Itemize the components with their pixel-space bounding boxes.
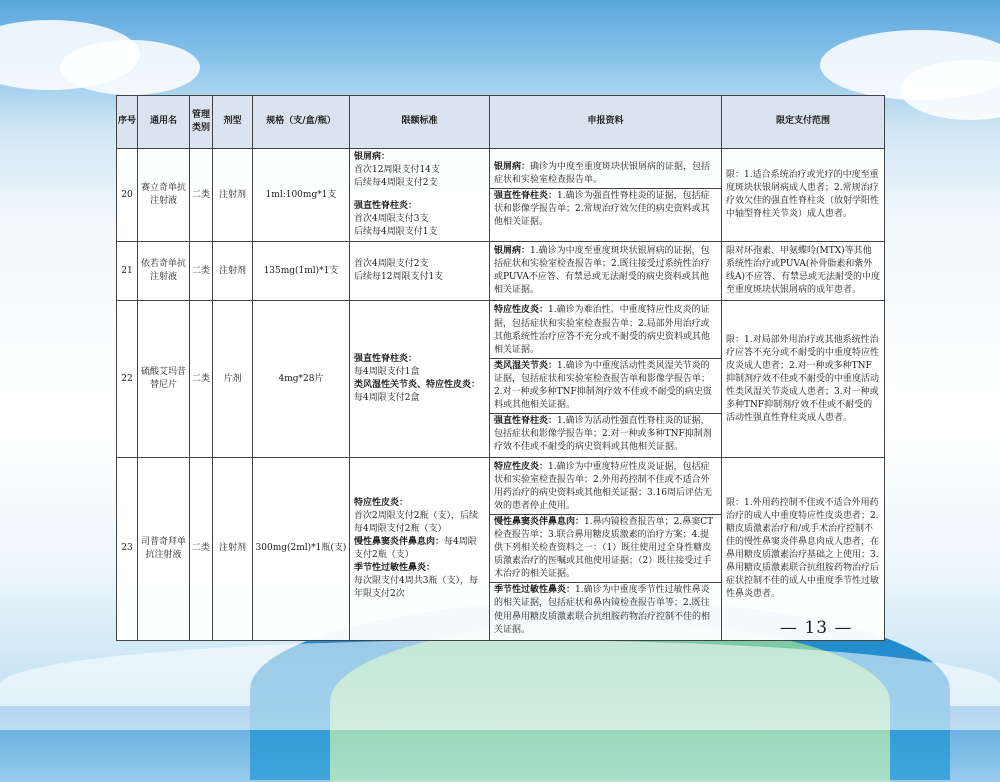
cell-mgmt: 二类 (190, 301, 213, 458)
cell-spec: 4mg*28片 (253, 301, 350, 458)
cell-mgmt: 二类 (190, 457, 213, 640)
limit-line: 后续每4周限支付2支 (354, 178, 438, 189)
cloud-decoration (60, 40, 200, 95)
cell-scope: 限：1.对局部外用治疗或其他系统性治疗应答不充分或不耐受的中重度特应性皮炎成人患者；2.对一种或多种TNF抑制剂疗效不佳或不耐受的中重度活动性类风湿关节炎成人患者；3.对一种或多种TNF抑制剂疗效不佳或不耐受的活动性强直性脊柱炎成人患者。 (722, 301, 885, 458)
header-docs: 申报资料 (490, 96, 722, 149)
limit-line: 每4周限支付2盒 (354, 393, 420, 404)
docs-heading: 季节性过敏性鼻炎： (494, 585, 576, 596)
limit-line: 后续每4周限支付1支 (354, 227, 438, 238)
docs-heading: 慢性鼻窦炎伴鼻息肉： (494, 517, 585, 528)
table-row (117, 301, 885, 458)
docs-item (490, 414, 721, 455)
limit-line: 每4周限支付2瓶（支） (354, 536, 477, 560)
cell-name: 依若奇单抗注射液 (138, 242, 190, 301)
cell-docs (490, 457, 722, 640)
header-spec: 规格（支/盒/瓶） (253, 96, 350, 149)
cell-docs (490, 301, 722, 458)
limit-line: 每次限支付4周共3瓶（支），每年限支付2次 (354, 575, 478, 599)
docs-text: 1.确诊为强直性脊柱炎的证据，包括症状和影像学报告单；2.常规治疗效欠佳的病史资料或其他相关证据。 (494, 191, 710, 228)
cell-scope: 限：1.适合系统治疗或光疗的中度至重度斑块状银屑病成人患者；2.常规治疗疗效欠佳的强直性脊柱炎（放射学阳性中轴型脊柱关节炎）成人患者。 (722, 149, 885, 242)
cell-docs (490, 149, 722, 242)
docs-item (490, 244, 721, 298)
drug-table (116, 95, 885, 641)
cell-no: 21 (117, 242, 138, 301)
cell-no: 20 (117, 149, 138, 242)
header-scope: 限定支付范围 (722, 96, 885, 149)
cell-no: 23 (117, 457, 138, 640)
table-row (117, 149, 885, 242)
cell-limit (350, 242, 490, 301)
docs-text: 确诊为中度至重度斑块状银屑病的证据，包括症状和实验室检查报告单。 (494, 162, 711, 186)
header-no: 序号 (117, 96, 138, 149)
limit-heading: 季节性过敏性鼻炎： (354, 562, 436, 573)
docs-text: 1.鼻内镜检查报告单；2.鼻窦CT检查报告单；3.联合鼻用糖皮质激素的治疗方案；4.提供下列相关检查资料之一：（1）既往使用过全身性糖皮质激素治疗的医嘱或其他使用证据；（2）既往接受过手术治疗的相关证据。 (494, 517, 714, 580)
header-name: 通用名 (138, 96, 190, 149)
limit-line: 首次2周限支付2瓶（支），后续每4周限支付2瓶（支） (354, 510, 478, 534)
limit-heading: 慢性鼻窦炎伴鼻息肉： (354, 536, 445, 547)
docs-item (490, 160, 721, 189)
docs-item (490, 303, 721, 358)
limit-heading: 强直性脊柱炎： (354, 354, 418, 365)
cell-form: 注射剂 (213, 457, 253, 640)
limit-line: 首次4周限支付3支 (354, 214, 429, 225)
docs-text: 1.确诊为中度至重度斑块状银屑病的证据，包括症状和实验室检查报告单；2.既往接受过系统性治疗或PUVA不应答、有禁忌或无法耐受的病史资料或其他相关证据。 (494, 246, 710, 296)
cell-form: 片剂 (213, 301, 253, 458)
cell-limit (350, 301, 490, 458)
limit-heading: 类风湿性关节炎、特应性皮炎： (354, 380, 481, 391)
cell-mgmt: 二类 (190, 242, 213, 301)
docs-item (490, 359, 721, 414)
wave-decoration-white (0, 640, 1000, 730)
docs-text: 1.确诊为中重度活动性类风湿关节炎的证据，包括症状和实验室检查报告单和影像学报告单；2.对一种或多种TNF抑制剂疗效不佳或不耐受的病史资料或其他相关证据。 (494, 360, 712, 410)
cell-no: 22 (117, 301, 138, 458)
cell-spec: 300mg(2ml)*1瓶(支) (253, 457, 350, 640)
header-form: 剂型 (213, 96, 253, 149)
header-limit: 限额标准 (350, 96, 490, 149)
docs-text: 1.确诊为中重度季节性过敏性鼻炎的相关证据，包括症状和鼻内镜检查报告单等；2.既往使用鼻用糖皮质激素联合抗组胺药物治疗控制不佳的相关证据。 (494, 585, 711, 635)
limit-heading: 银屑病： (354, 152, 391, 162)
limit-line: 后续每12周限支付1支 (354, 272, 444, 283)
docs-text: 1.确诊为中重度特应性皮炎证据，包括症状和实验室检查报告单；2.外用药控制不佳或不适合外用药治疗的病史资料或其他相关证据；3.16周后评估无效的患者停止使用。 (494, 461, 713, 512)
cell-mgmt: 二类 (190, 149, 213, 242)
limit-heading: 强直性脊柱炎： (354, 201, 418, 212)
cell-name: 硫酸艾玛昔替尼片 (138, 301, 190, 458)
cell-form: 注射剂 (213, 149, 253, 242)
cell-name: 司普奇拜单抗注射液 (138, 457, 190, 640)
limit-line: 每4周限支付1盒 (354, 367, 420, 378)
docs-heading: 银屑病： (494, 246, 531, 257)
cell-scope: 限对环孢素、甲氨蝶呤(MTX)等其他系统性治疗或PUVA(补骨脂素和紫外线A)不应答、有禁忌或无法耐受的中度至重度斑块状银屑病的成年患者。 (722, 242, 885, 301)
docs-heading: 强直性脊柱炎： (494, 191, 558, 202)
table-header-row (117, 96, 885, 149)
header-mgmt: 管理类别 (190, 96, 213, 149)
docs-heading: 银屑病： (494, 162, 531, 173)
cell-scope: 限：1.外用药控制不佳或不适合外用药治疗的成人中重度特应性皮炎患者；2.糖皮质激素治疗和/或手术治疗控制不佳的慢性鼻窦炎伴鼻息肉成人患者，在鼻用糖皮质激素治疗基础之上使用；3.鼻用糖皮质激素联合抗组胺药物治疗后症状控制不佳的成人中重度季节性过敏性鼻炎患者。 (722, 457, 885, 640)
docs-item (490, 189, 721, 230)
cell-limit (350, 149, 490, 242)
cell-docs (490, 242, 722, 301)
docs-item (490, 515, 721, 583)
cell-form: 注射剂 (213, 242, 253, 301)
docs-item (490, 583, 721, 637)
docs-heading: 类风湿关节炎： (494, 360, 558, 371)
limit-heading: 特应性皮炎： (354, 497, 409, 508)
docs-heading: 特应性皮炎： (494, 305, 549, 316)
table-row (117, 457, 885, 640)
page-number: — 13 — (780, 618, 853, 638)
docs-item (490, 460, 721, 515)
limit-line: 首次4周限支付2支 (354, 259, 429, 270)
cell-name: 赛立奇单抗注射液 (138, 149, 190, 242)
table-row (117, 242, 885, 301)
docs-text: 1.确诊为活动性强直性脊柱炎的证据，包括症状和影像学报告单；2.对一种或多种TNF抑制剂疗效不佳或不耐受的病史资料或其他相关证据。 (494, 415, 712, 452)
limit-line: 首次12周限支付14支 (354, 165, 440, 176)
cell-spec: 1ml:100mg*1支 (253, 149, 350, 242)
cell-spec: 135mg(1ml)*1支 (253, 242, 350, 301)
docs-heading: 特应性皮炎： (494, 461, 549, 472)
docs-heading: 强直性脊柱炎： (494, 415, 558, 426)
docs-text: 1.确诊为难治性、中重度特应性皮炎的证据，包括症状和实验室检查报告单；2.局部外用治疗或其他系统性治疗应答不充分或不耐受的病史资料或其他相关证据。 (494, 305, 711, 355)
cell-limit (350, 457, 490, 640)
